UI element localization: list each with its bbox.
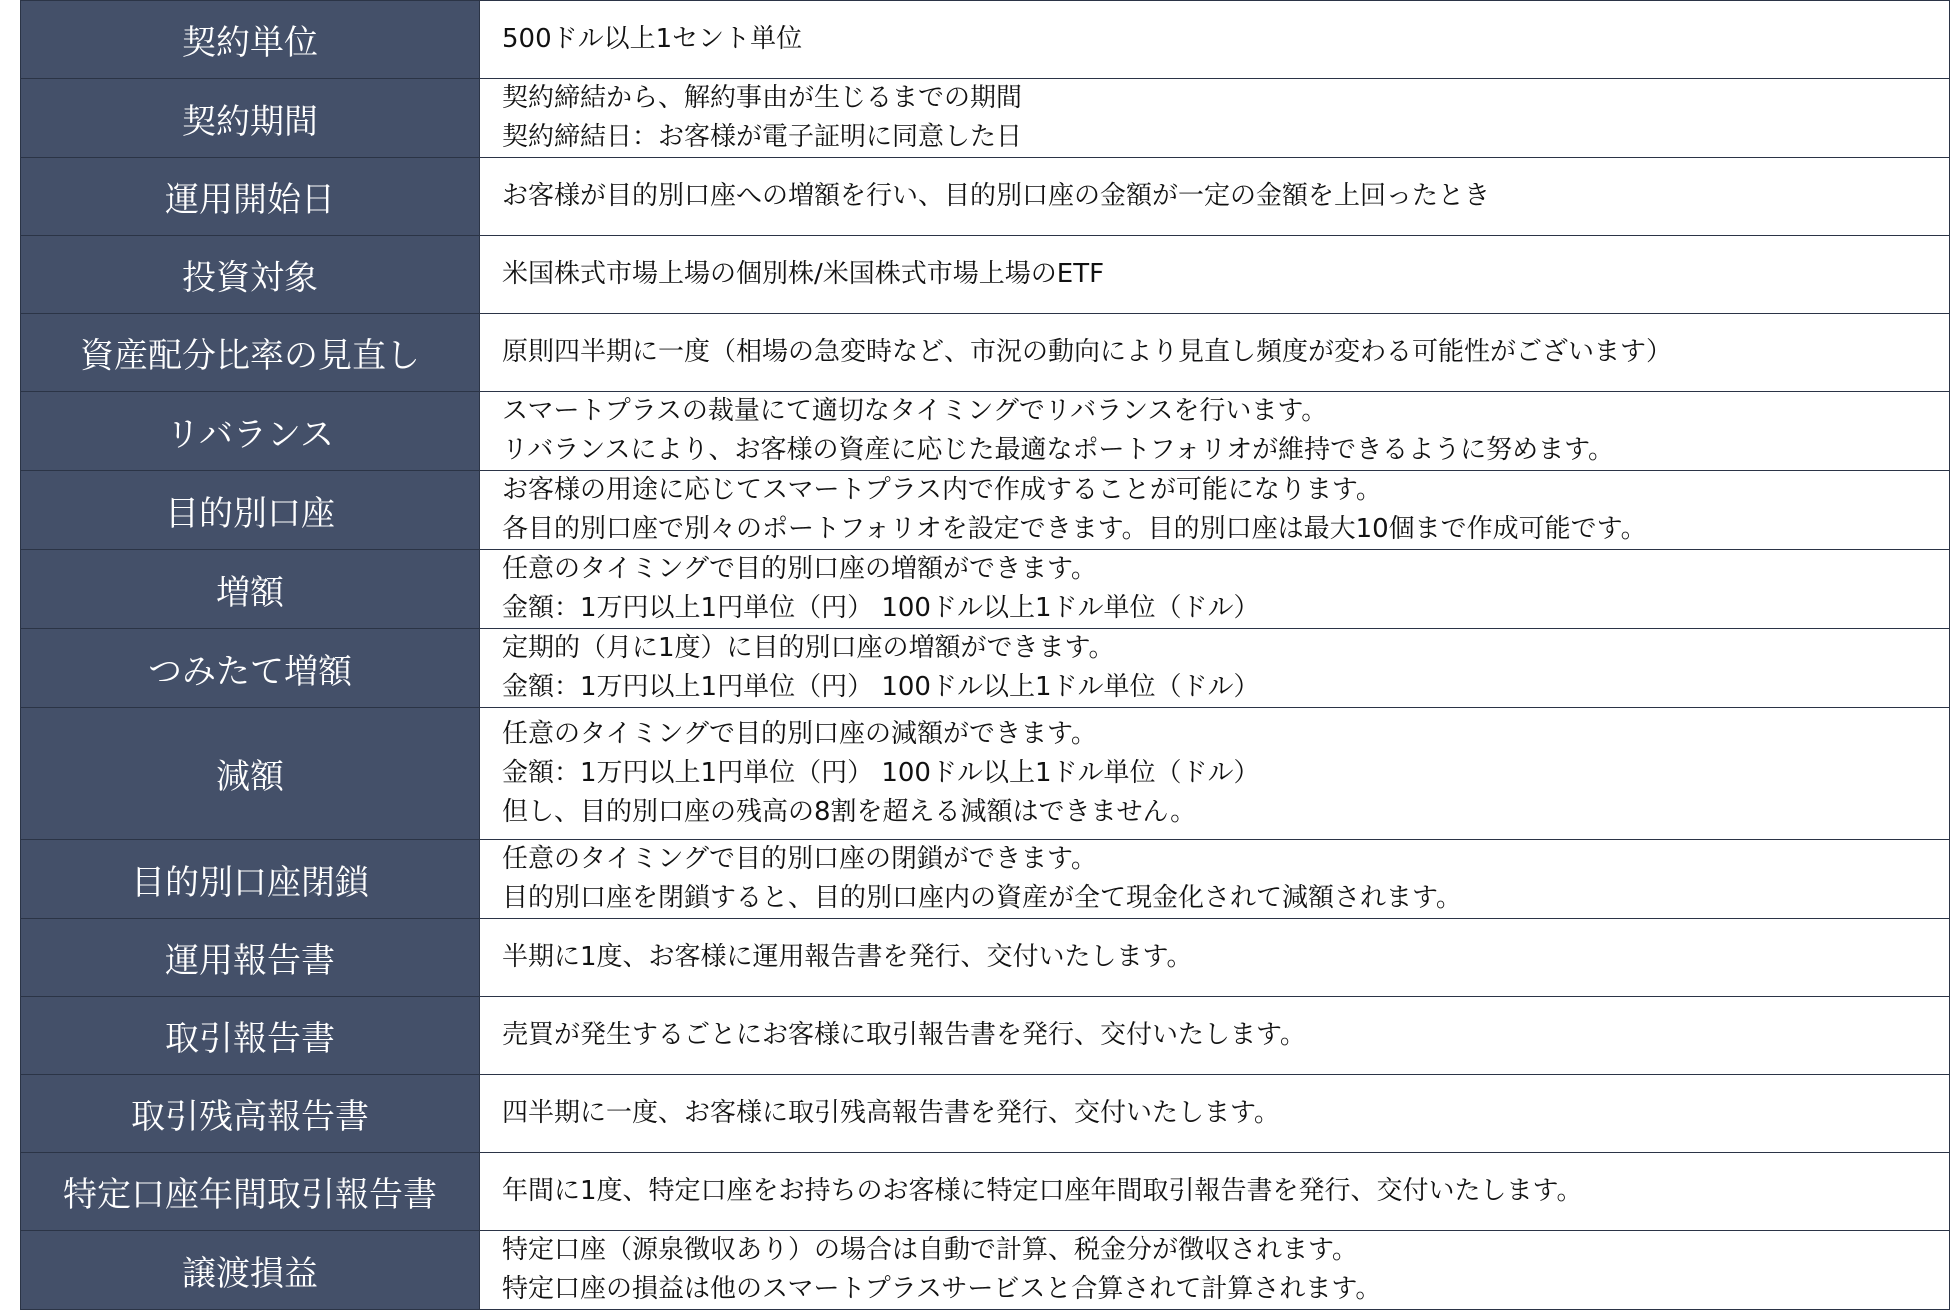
row-value-line: 売買が発生するごとにお客様に取引報告書を発行、交付いたします。 <box>502 1020 1306 1050</box>
row-value <box>480 1153 1950 1231</box>
terms-row-allocation-review <box>21 314 1950 392</box>
row-value-line: 金額：1万円以上1円単位（円） 100ドル以上1ドル単位（ドル） <box>502 758 1260 788</box>
row-value-line: 半期に1度、お客様に運用報告書を発行、交付いたします。 <box>502 942 1193 972</box>
row-label: 取引残高報告書 <box>21 1075 480 1153</box>
row-value-line: 目的別口座を閉鎖すると、目的別口座内の資産が全て現金化されて減額されます。 <box>502 883 1462 913</box>
row-label: つみたて増額 <box>21 629 480 708</box>
row-value-line: 定期的（月に1度）に目的別口座の増額ができます。 <box>502 633 1115 663</box>
terms-row-account-closure <box>21 840 1950 919</box>
row-value-line: 任意のタイミングで目的別口座の増額ができます。 <box>502 554 1097 584</box>
row-label: 資産配分比率の見直し <box>21 314 480 392</box>
row-value-line: 契約締結から、解約事由が生じるまでの期間 <box>502 83 1023 113</box>
row-value-line: リバランスにより、お客様の資産に応じた最適なポートフォリオが維持できるように努めます。 <box>502 435 1615 465</box>
terms-row-start-date <box>21 158 1950 236</box>
row-label: 減額 <box>21 708 480 840</box>
row-value <box>480 629 1950 708</box>
row-value-line: 500ドル以上1セント単位 <box>502 24 803 54</box>
row-value-line: 年間に1度、特定口座をお持ちのお客様に特定口座年間取引報告書を発行、交付いたします。 <box>502 1176 1583 1206</box>
row-value-line: 米国株式市場上場の個別株/米国株式市場上場のETF <box>502 259 1105 289</box>
row-label: 投資対象 <box>21 236 480 314</box>
terms-row-balance-report <box>21 1075 1950 1153</box>
row-value-line: 各目的別口座で別々のポートフォリオを設定できます。目的別口座は最大10個まで作成可能です。 <box>502 514 1647 544</box>
row-value-line: スマートプラスの裁量にて適切なタイミングでリバランスを行います。 <box>502 396 1328 426</box>
row-value-line: 金額：1万円以上1円単位（円） 100ドル以上1ドル単位（ドル） <box>502 593 1260 623</box>
row-value-line: 任意のタイミングで目的別口座の閉鎖ができます。 <box>502 844 1097 874</box>
terms-row-investment-target <box>21 236 1950 314</box>
row-value <box>480 314 1950 392</box>
terms-row-decrease <box>21 708 1950 840</box>
row-label: 譲渡損益 <box>21 1231 480 1310</box>
row-label: 契約期間 <box>21 79 480 158</box>
terms-row-contract-period <box>21 79 1950 158</box>
row-value-line: 原則四半期に一度（相場の急変時など、市況の動向により見直し頻度が変わる可能性がございます） <box>502 337 1673 367</box>
terms-row-trade-report <box>21 997 1950 1075</box>
row-value-line: 任意のタイミングで目的別口座の減額ができます。 <box>502 719 1097 749</box>
terms-row-rebalance <box>21 392 1950 471</box>
row-label: 運用開始日 <box>21 158 480 236</box>
row-value-line: 契約締結日：お客様が電子証明に同意した日 <box>502 122 1023 152</box>
row-label: 契約単位 <box>21 1 480 79</box>
row-label: 特定口座年間取引報告書 <box>21 1153 480 1231</box>
service-terms-table <box>20 0 1950 1310</box>
row-value <box>480 840 1950 919</box>
row-value <box>480 79 1950 158</box>
row-value-line: 金額：1万円以上1円単位（円） 100ドル以上1ドル単位（ドル） <box>502 672 1260 702</box>
row-value <box>480 708 1950 840</box>
terms-row-recurring-increase <box>21 629 1950 708</box>
row-value <box>480 1231 1950 1310</box>
row-label: 目的別口座閉鎖 <box>21 840 480 919</box>
row-value <box>480 919 1950 997</box>
row-label: 増額 <box>21 550 480 629</box>
row-value <box>480 550 1950 629</box>
row-label: 運用報告書 <box>21 919 480 997</box>
terms-row-increase <box>21 550 1950 629</box>
row-value-line: 特定口座の損益は他のスマートプラスサービスと合算されて計算されます。 <box>502 1274 1382 1304</box>
terms-table-body <box>21 1 1950 1310</box>
row-value <box>480 471 1950 550</box>
row-value <box>480 1075 1950 1153</box>
terms-row-annual-report <box>21 1153 1950 1231</box>
row-value <box>480 1 1950 79</box>
row-value-line: 但し、目的別口座の残高の8割を超える減額はできません。 <box>502 797 1197 827</box>
row-value <box>480 997 1950 1075</box>
row-value-line: お客様の用途に応じてスマートプラス内で作成することが可能になります。 <box>502 475 1382 505</box>
terms-row-capital-gains <box>21 1231 1950 1310</box>
terms-row-purpose-account <box>21 471 1950 550</box>
row-value-line: 四半期に一度、お客様に取引残高報告書を発行、交付いたします。 <box>502 1098 1280 1128</box>
row-label: 目的別口座 <box>21 471 480 550</box>
row-value <box>480 236 1950 314</box>
row-value-line: 特定口座（源泉徴収あり）の場合は自動で計算、税金分が徴収されます。 <box>502 1235 1358 1265</box>
row-value <box>480 392 1950 471</box>
row-label: リバランス <box>21 392 480 471</box>
row-label: 取引報告書 <box>21 997 480 1075</box>
terms-row-contract-unit <box>21 1 1950 79</box>
row-value <box>480 158 1950 236</box>
terms-row-operation-report <box>21 919 1950 997</box>
row-value-line: お客様が目的別口座への増額を行い、目的別口座の金額が一定の金額を上回ったとき <box>502 181 1491 211</box>
